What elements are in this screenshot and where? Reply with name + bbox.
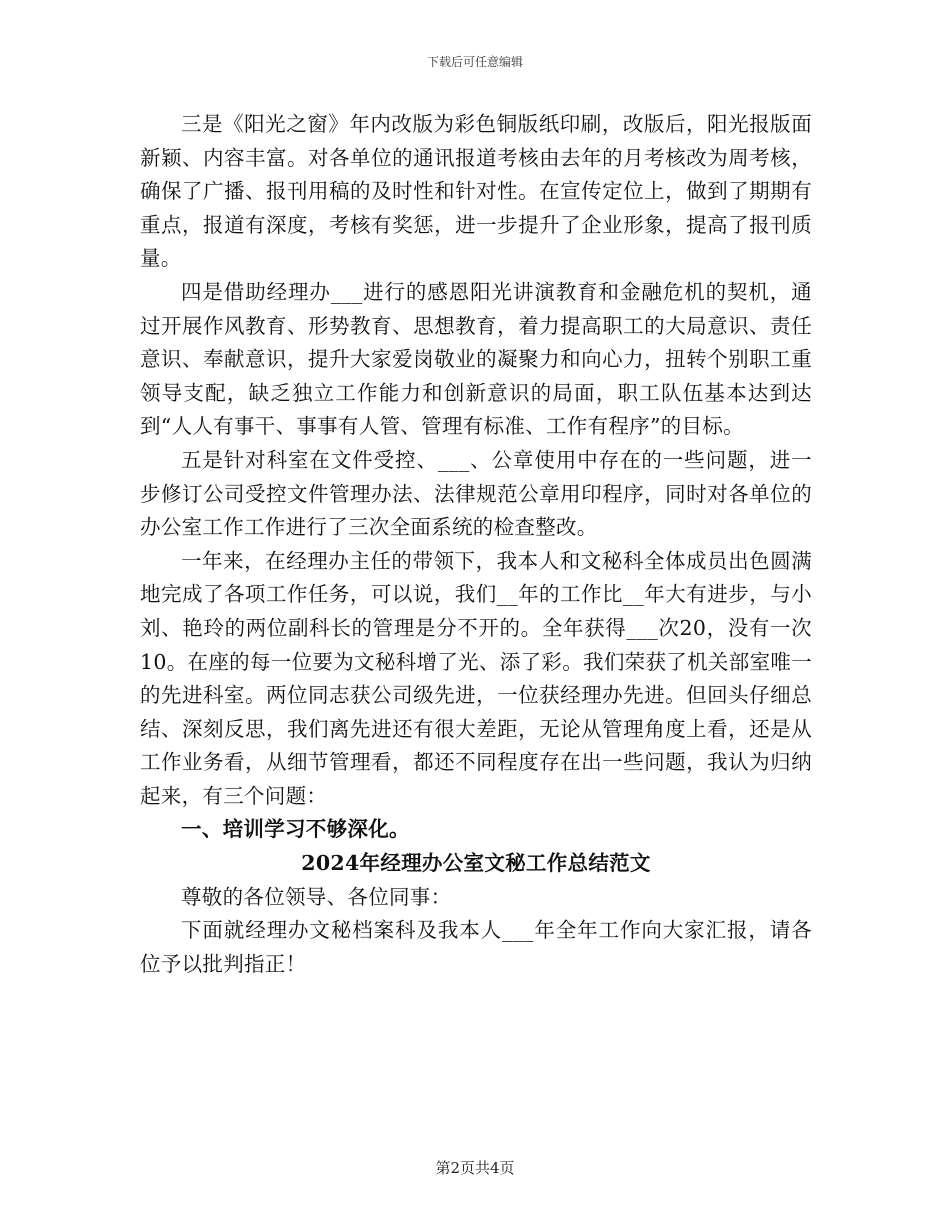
paragraph-intro: 下面就经理办文秘档案科及我本人___年全年工作向大家汇报，请各位予以批判指正！: [140, 918, 812, 976]
page-footer: 第2页共4页: [435, 1159, 515, 1177]
page-header: 下载后可任意编辑: [426, 55, 523, 69]
document-title: 2024年经理办公室文秘工作总结范文: [301, 851, 651, 876]
salutation: 尊敬的各位领导、各位同事：: [181, 884, 452, 909]
paragraph-education: 四是借助经理办___进行的感恩阳光讲演教育和金融危机的契机，通过开展作风教育、形势教育、思想教育，着力提高职工的大局意识、责任意识、奉献意识，提升大家爱岗敬业的凝聚力和向心力，扭转个别职工重领导支配，缺乏独立工作能力和创新意识的局面，职工队伍基本达到达到“人人有事干、事事有人管、管理有标准、工作有程序”的目标。: [140, 279, 812, 439]
section-heading-training: 一、培训学习不够深化。: [181, 817, 410, 842]
paragraph-publication-revamp: 三是《阳光之窗》年内改版为彩色铜版纸印刷，改版后，阳光报版面新颖、内容丰富。对各单位的通讯报道考核由去年的月考核改为周考核，确保了广播、报刊用稿的及时性和针对性。在宣传定位上，做到了期期有重点，报道有深度，考核有奖惩，进一步提升了企业形象，提高了报刊质量。: [140, 112, 812, 271]
document-body: [140, 108, 812, 981]
paragraph-document-control: 五是针对科室在文件受控、___、公章使用中存在的一些问题，进一步修订公司受控文件管理办法、法律规范公章用印程序，同时对各单位的办公室工作工作进行了三次全面系统的检查整改。: [140, 447, 812, 540]
paragraph-annual-summary: 一年来，在经理办主任的带领下，我本人和文秘科全体成员出色圆满地完成了各项工作任务，可以说，我们__年的工作比__年大有进步，与小刘、艳玲的两位副科长的管理是分不开的。全年获得___次20，没有一次10。在座的每一位要为文秘科增了光、添了彩。我们荣获了机关部室唯一的先进科室。两位同志获公司级先进，一位获经理办先进。但回头仔细总结、深刻反思，我们离先进还有很大差距，无论从管理角度上看，还是从工作业务看，从细节管理看，都还不同程度存在出一些问题，我认为归纳起来，有三个问题：: [140, 548, 812, 808]
